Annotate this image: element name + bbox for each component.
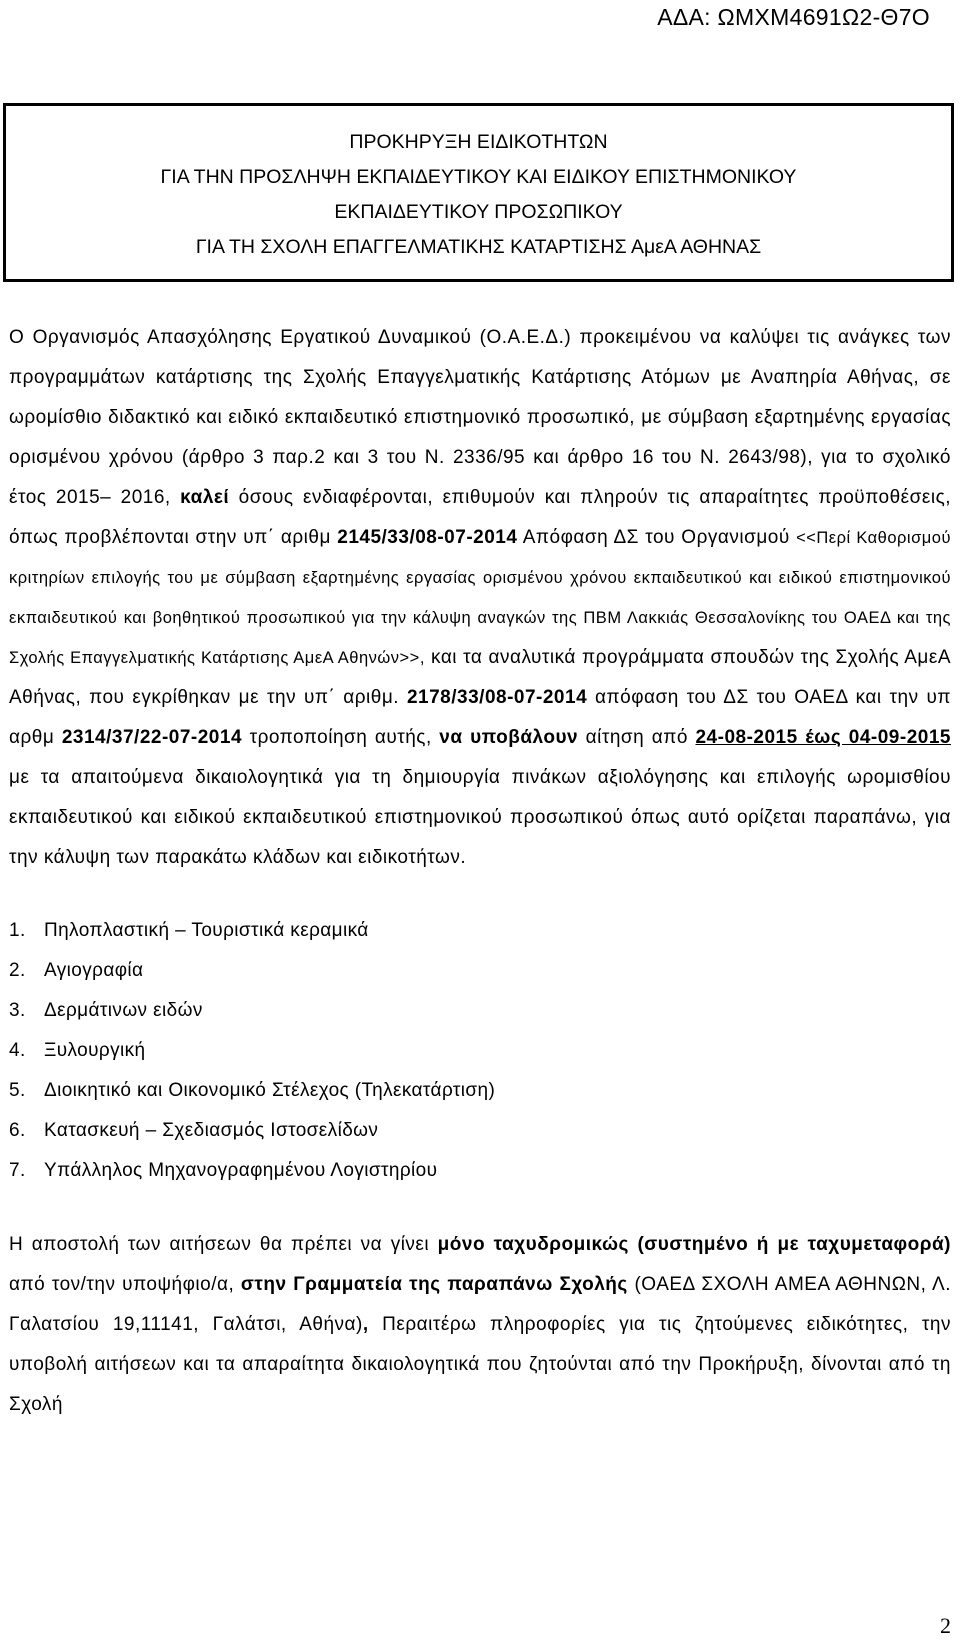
list-number: 7.: [9, 1160, 26, 1181]
text-run: Ο Οργανισμός Απασχόλησης Εργατικού Δυναμικού (Ο.Α.Ε.Δ.) προκειμένου να καλύψει τις ανάγκες των προγραμμάτων κατάρτισης της Σχολής Επαγγελματικής Κατάρτισης Ατόμων με Αναπηρία Αθήνας, σε ωρομίσθιο διδακτικό και ειδικό εκπαιδευτικό επιστημονικό προσωπικό, με σύμβαση εξαρτημένης εργασίας ορισμένου χρόνου (άρθρο 3 παρ.2 και 3 του Ν. 2336/95 και άρθρο 16 του Ν. 2643/98), για το σχολικό έτος 2015– 2016,: [9, 327, 951, 508]
bold-run: στην Γραμματεία της παραπάνω Σχολής: [240, 1274, 628, 1295]
application-period: 24-08-2015 έως 04-09-2015: [695, 727, 951, 748]
text-run: τροποποίηση αυτής,: [242, 727, 440, 748]
title-line: ΓΙΑ ΤΗΝ ΠΡΟΣΛΗΨΗ ΕΚΠΑΙΔΕΥΤΙΚΟΥ ΚΑΙ ΕΙΔΙΚΟΥ ΕΠΙΣΤΗΜΟΝΙΚΟΥ: [160, 166, 797, 188]
text-run: από τον/την υποψήφιο/α,: [9, 1274, 241, 1295]
list-label: Υπάλληλος Μηχανογραφημένου Λογιστηρίου: [44, 1160, 438, 1181]
list-label: Δερμάτινων ειδών: [44, 1000, 203, 1021]
bold-run: καλεί: [180, 487, 230, 508]
list-item: [9, 951, 951, 991]
list-number: 4.: [9, 1040, 26, 1061]
list-number: 5.: [9, 1080, 26, 1101]
text-run: με τα απαιτούμενα δικαιολογητικά για τη δημιουργία πινάκων αξιολόγησης και επιλογής ωρομισθίου εκπαιδευτικού και ειδικού εκπαιδευτικού επιστημονικού προσωπικού όπως αυτό ορίζεται παραπάνω, για την κάλυψη των παρακάτω κλάδων και ειδικοτήτων.: [9, 767, 951, 868]
title-box: [3, 103, 954, 282]
text-run: Απόφαση ΔΣ του Οργανισμού: [517, 527, 797, 548]
decision-number: 2178/33/08-07-2014: [406, 687, 588, 708]
list-label: Διοικητικό και Οικονομικό Στέλεχος (Τηλεκατάρτιση): [44, 1080, 496, 1101]
title-line: ΠΡΟΚΗΡΥΞΗ ΕΙΔΙΚΟΤΗΤΩΝ: [349, 131, 608, 153]
list-item: [9, 1151, 951, 1191]
list-item: [9, 911, 951, 951]
text-run: Περαιτέρω πληροφορίες για τις ζητούμενες ειδικότητες, την υποβολή αιτήσεων και τα απαραίτητα δικαιολογητικά που ζητούνται από την Προκήρυξη, δίνονται από τη Σχολή: [9, 1314, 951, 1415]
list-item: [9, 1031, 951, 1071]
intro-paragraph: [9, 318, 951, 878]
list-label: Πηλοπλαστική – Τουριστικά κεραμικά: [44, 920, 369, 941]
submission-paragraph: [9, 1225, 951, 1425]
school-address: (ΟΑΕΔ ΣΧΟΛΗ ΑΜΕΑ ΑΘΗΝΩΝ, Λ. Γαλατσίου 19,11141, Γαλάτσι, Αθήνα): [9, 1274, 952, 1335]
specialties-list: [9, 911, 951, 1191]
text-run: απόφαση του ΔΣ του ΟΑΕΔ και την υπ αρθμ: [9, 687, 952, 748]
bold-run: ,: [362, 1314, 369, 1335]
ada-code: ΑΔΑ: ΩΜΧΜ4691Ω2-Θ7Ο: [657, 4, 930, 30]
list-item: [9, 1111, 951, 1151]
text-run: αίτηση από: [578, 727, 696, 748]
list-number: 1.: [9, 920, 26, 941]
list-number: 3.: [9, 1000, 26, 1021]
list-number: 6.: [9, 1120, 26, 1141]
list-item: [9, 1071, 951, 1111]
bold-run: να υποβάλουν: [439, 727, 579, 748]
text-run: και τα αναλυτικά προγράμματα σπουδών της Σχολής ΑμεΑ Αθήνας, που εγκρίθηκαν με την υπ΄ αριθμ.: [9, 647, 951, 708]
decision-number: 2145/33/08-07-2014: [337, 527, 518, 548]
list-label: Αγιογραφία: [44, 960, 144, 981]
list-label: Ξυλουργική: [44, 1040, 146, 1061]
page-number: 2: [940, 1613, 951, 1638]
title-line: ΓΙΑ ΤΗ ΣΧΟΛΗ ΕΠΑΓΓΕΛΜΑΤΙΚΗΣ ΚΑΤΑΡΤΙΣΗΣ ΑμεΑ ΑΘΗΝΑΣ: [195, 236, 762, 258]
list-item: [9, 991, 951, 1031]
list-label: Κατασκευή – Σχεδιασμός Ιστοσελίδων: [44, 1120, 379, 1141]
text-run: όσους ενδιαφέρονται, επιθυμούν και πληρούν τις απαραίτητες προϋποθέσεις, όπως προβλέπονται στην υπ΄ αριθμ: [9, 487, 951, 548]
decision-number: 2314/37/22-07-2014: [61, 727, 243, 748]
document-body: [9, 318, 951, 1425]
title-line: ΕΚΠΑΙΔΕΥΤΙΚΟΥ ΠΡΟΣΩΠΙΚΟΥ: [334, 201, 623, 223]
text-run: Η αποστολή των αιτήσεων θα πρέπει να γίνει: [9, 1234, 438, 1255]
decision-title: <<Περί Καθορισμού κριτηρίων επιλογής του με σύμβαση εξαρτημένης εργασίας ορισμένου χρόνου εκπαιδευτικού και ειδικού επιστημονικού εκπαιδευτικού και βοηθητικού προσωπικού για την κάλυψη αναγκών της ΠΒΜ Λακκιάς Θεσσαλονίκης του ΟΑΕΔ και της Σχολής Επαγγελματικής Κατάρτισης ΑμεΑ Αθηνών>>,: [9, 529, 951, 667]
bold-run: μόνο ταχυδρομικώς (συστημένο ή με ταχυμεταφορά): [437, 1234, 951, 1255]
list-number: 2.: [9, 960, 26, 981]
